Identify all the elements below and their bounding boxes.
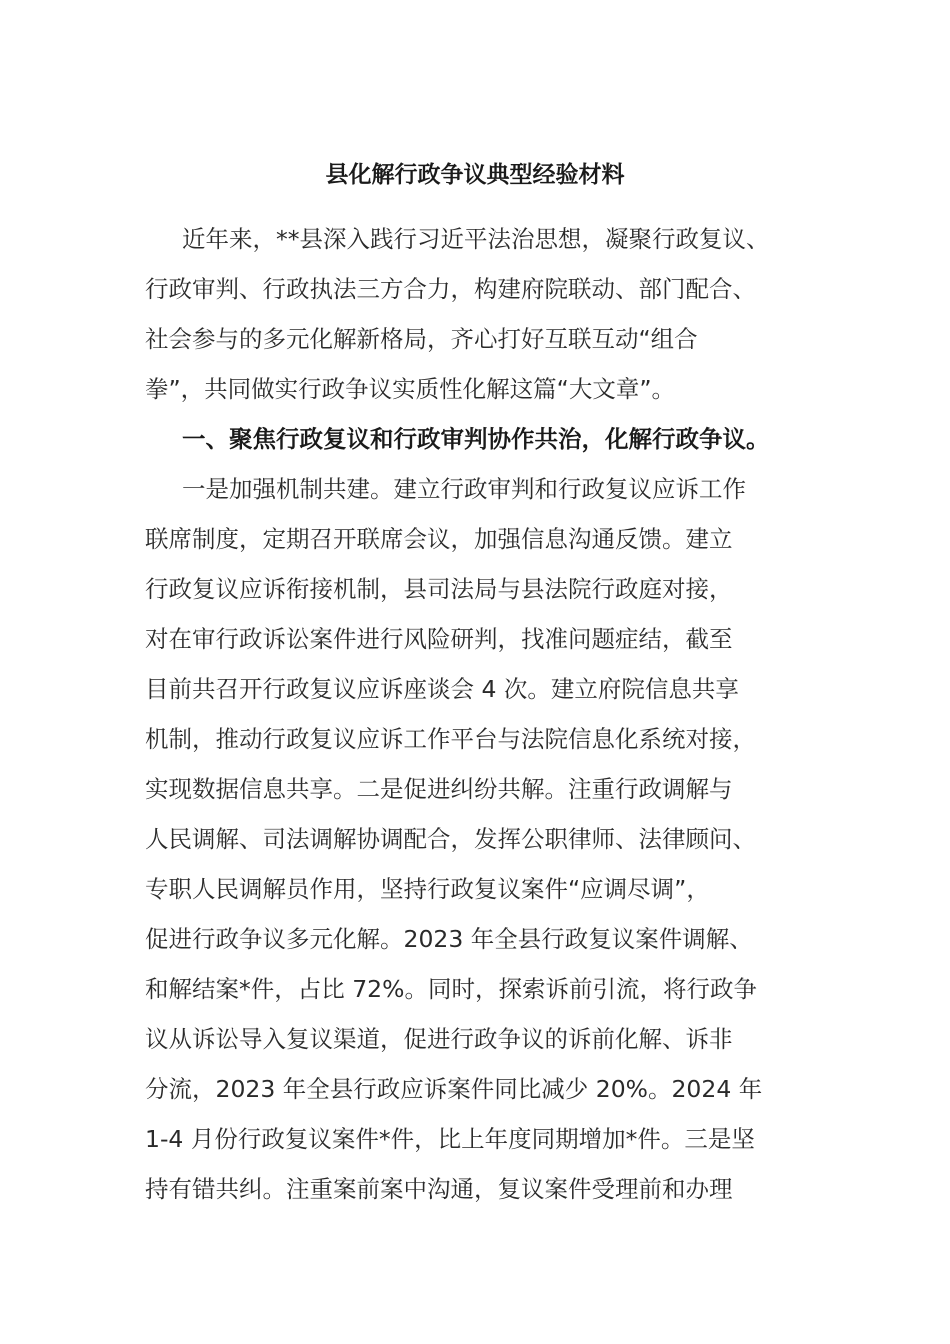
paragraph-line: 近年来，**县深入践行习近平法治思想，凝聚行政复议、 — [182, 225, 770, 253]
paragraph-line: 联席制度，定期召开联席会议，加强信息沟通反馈。建立 — [145, 525, 733, 553]
paragraph-line: 人民调解、司法调解协调配合，发挥公职律师、法律顾问、 — [145, 825, 756, 853]
paragraph-line: 分流，2023 年全县行政应诉案件同比减少 20%。2024 年 — [145, 1075, 763, 1103]
paragraph-line: 一是加强机制共建。建立行政审判和行政复议应诉工作 — [182, 475, 746, 503]
paragraph-line: 专职人民调解员作用，坚持行政复议案件“应调尽调”， — [145, 875, 710, 903]
paragraph-line: 实现数据信息共享。二是促进纠纷共解。注重行政调解与 — [145, 775, 733, 803]
paragraph-line: 行政审判、行政执法三方合力，构建府院联动、部门配合、 — [145, 275, 756, 303]
paragraph-line: 机制，推动行政复议应诉工作平台与法院信息化系统对接， — [145, 725, 756, 753]
paragraph-line: 拳”，共同做实行政争议实质性化解这篇“大文章”。 — [145, 375, 676, 403]
document-title: 县化解行政争议典型经验材料 — [325, 162, 625, 188]
paragraph-line: 对在审行政诉讼案件进行风险研判，找准问题症结，截至 — [145, 625, 733, 653]
paragraph-line: 和解结案*件，占比 72%。同时，探索诉前引流，将行政争 — [145, 975, 757, 1003]
paragraph-line: 目前共召开行政复议应诉座谈会 4 次。建立府院信息共享 — [145, 675, 739, 703]
paragraph-line: 议从诉讼导入复议渠道，促进行政争议的诉前化解、诉非 — [145, 1025, 733, 1053]
paragraph-line: 持有错共纠。注重案前案中沟通，复议案件受理前和办理 — [145, 1175, 733, 1203]
section-heading: 一、聚焦行政复议和行政审判协作共治，化解行政争议。 — [182, 425, 770, 453]
paragraph-line: 行政复议应诉衔接机制，县司法局与县法院行政庭对接， — [145, 575, 733, 603]
paragraph-line: 1-4 月份行政复议案件*件，比上年度同期增加*件。三是坚 — [145, 1125, 755, 1153]
paragraph-line: 社会参与的多元化解新格局，齐心打好互联互动“组合 — [145, 325, 698, 353]
paragraph-line: 促进行政争议多元化解。2023 年全县行政复议案件调解、 — [145, 925, 753, 953]
